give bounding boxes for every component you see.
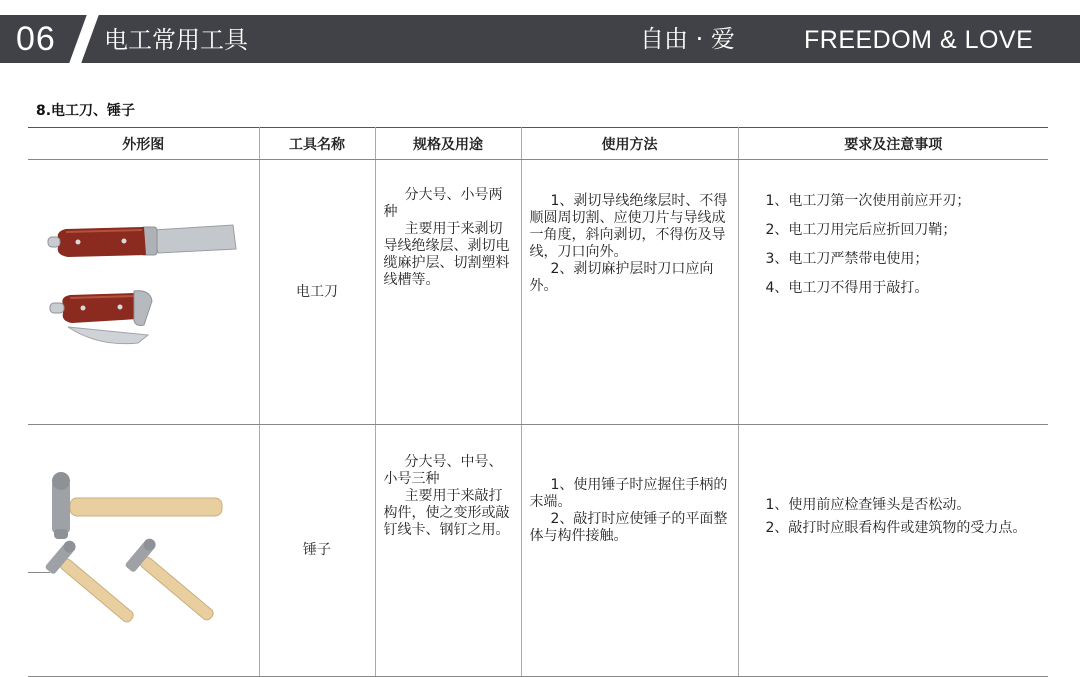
page-subtitle: 8.电工刀、锤子 bbox=[36, 103, 136, 119]
column-header: 外形图 bbox=[28, 128, 259, 160]
notes-cell bbox=[738, 160, 1048, 425]
note-item: 4、电工刀不得用于敲打。 bbox=[765, 280, 929, 296]
spec-use: 主要用于来剥切导线绝缘层、剥切电缆麻护层、切割塑料线槽等。 bbox=[383, 221, 510, 288]
note-item: 2、敲打时应眼看构件或建筑物的受力点。 bbox=[765, 520, 1027, 536]
electrician-knife-image bbox=[28, 177, 259, 408]
column-header: 工具名称 bbox=[259, 128, 375, 160]
spec-size: 分大号、中号、小号三种 bbox=[383, 454, 503, 487]
spec-size: 分大号、小号两种 bbox=[383, 187, 503, 220]
table-row bbox=[28, 160, 1048, 425]
note-item: 3、电工刀严禁带电使用； bbox=[765, 251, 929, 267]
tool-name: 电工刀 bbox=[259, 160, 375, 425]
hammer-image-cell bbox=[28, 425, 259, 677]
section-title: 电工常用工具 bbox=[104, 26, 248, 54]
spec-cell bbox=[375, 160, 521, 425]
method-step: 2、剥切麻护层时刀口应向外。 bbox=[529, 261, 714, 294]
method-cell bbox=[521, 425, 738, 677]
spec-cell bbox=[375, 425, 521, 677]
column-header: 规格及用途 bbox=[375, 128, 521, 160]
footer-divider bbox=[28, 572, 50, 573]
hammer-image bbox=[28, 461, 259, 640]
header-bar bbox=[0, 15, 1080, 63]
header-divider bbox=[69, 15, 98, 63]
note-item: 1、电工刀第一次使用前应开刃； bbox=[765, 193, 971, 209]
slogan-en: FREEDOM & LOVE bbox=[804, 26, 1034, 54]
column-header: 要求及注意事项 bbox=[738, 128, 1048, 160]
method-cell bbox=[521, 160, 738, 425]
section-number: 06 bbox=[16, 20, 56, 58]
method-step: 2、敲打时应使锤子的平面整体与构件接触。 bbox=[529, 511, 728, 544]
note-item: 2、电工刀用完后应折回刀鞘； bbox=[765, 222, 957, 238]
slogan-cn: 自由 · 爱 bbox=[640, 25, 735, 53]
tool-name: 锤子 bbox=[259, 425, 375, 677]
method-step: 1、剥切导线绝缘层时、不得顺圆周切割、应使刀片与导线成一角度，斜向剥切，不得伤及导线，刀口向外。 bbox=[529, 193, 728, 260]
knife-image-cell bbox=[28, 160, 259, 425]
method-step: 1、使用锤子时应握住手柄的末端。 bbox=[529, 477, 728, 510]
column-header: 使用方法 bbox=[521, 128, 738, 160]
table-row bbox=[28, 425, 1048, 677]
notes-cell bbox=[738, 425, 1048, 677]
table-header-row bbox=[28, 128, 1048, 160]
tools-table bbox=[28, 127, 1048, 677]
note-item: 1、使用前应检查锤头是否松动。 bbox=[765, 497, 971, 513]
spec-use: 主要用于来敲打构件，使之变形或敲钉线卡、钢钉之用。 bbox=[383, 488, 510, 538]
